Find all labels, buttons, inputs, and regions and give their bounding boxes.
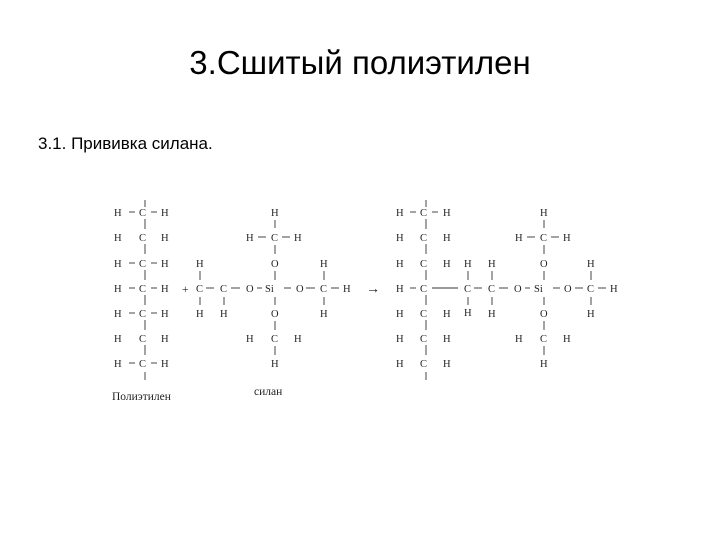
slide-subtitle: 3.1. Прививка силана.: [38, 134, 213, 153]
atom-label: O: [296, 284, 304, 295]
atom-label: C: [139, 208, 147, 219]
atom-label: C: [420, 334, 428, 345]
atom-label: C: [420, 233, 428, 244]
atom-label: H: [443, 309, 451, 320]
atom-label: H: [114, 208, 122, 219]
atom-label: C: [271, 233, 279, 244]
atom-label: H: [320, 259, 328, 270]
atom-label: H: [114, 334, 122, 345]
atom-label: H: [396, 334, 404, 345]
atom-label: H: [114, 309, 122, 320]
atom-label: H: [396, 208, 404, 219]
atom-label: O: [540, 259, 548, 270]
atom-label: H: [114, 284, 122, 295]
atom-label: C: [139, 309, 147, 320]
atom-label: H: [161, 259, 169, 270]
atom-label: H: [196, 309, 204, 320]
atom-label: H: [396, 233, 404, 244]
atom-label: H: [488, 309, 496, 320]
atom-label: H: [114, 359, 122, 370]
atom-label: H: [161, 334, 169, 345]
atom-label: H: [220, 309, 228, 320]
atom-label: H: [396, 284, 404, 295]
atom-label: O: [246, 284, 254, 295]
atom-label: C: [587, 284, 595, 295]
atom-label: C: [271, 334, 279, 345]
atom-label: H: [161, 359, 169, 370]
atom-label: H: [443, 334, 451, 345]
atom-label: H: [161, 233, 169, 244]
atom-label: H: [587, 259, 595, 270]
atom-label: O: [514, 284, 522, 295]
polyethylene-structure: [114, 200, 169, 380]
atom-label: C: [320, 284, 328, 295]
atom-label: H: [515, 233, 523, 244]
atom-label: C: [220, 284, 228, 295]
silane-structure: [196, 208, 351, 370]
atom-label: H: [464, 259, 472, 270]
atom-label: H: [443, 259, 451, 270]
atom-label: C: [488, 284, 496, 295]
atom-label: H: [114, 259, 122, 270]
atom-label: C: [540, 233, 548, 244]
atom-label: C: [420, 208, 428, 219]
atom-label: H: [161, 208, 169, 219]
atom-label: C: [464, 284, 472, 295]
atom-label: H: [294, 233, 302, 244]
atom-label: C: [420, 284, 428, 295]
atom-label: H: [161, 309, 169, 320]
atom-label: C: [420, 309, 428, 320]
atom-label: Si: [265, 284, 274, 295]
atom-label: C: [540, 334, 548, 345]
atom-label: H: [246, 233, 254, 244]
atom-label: C: [420, 359, 428, 370]
atom-label: C: [420, 259, 428, 270]
atom-label: H: [540, 208, 548, 219]
atom-label: Si: [534, 284, 543, 295]
atom-label: C: [139, 259, 147, 270]
atom-label: H: [443, 233, 451, 244]
atom-label: H: [587, 309, 595, 320]
atom-label: C: [139, 334, 147, 345]
atom-label: H: [320, 309, 328, 320]
atom-label: H: [271, 208, 279, 219]
atom-label: H: [246, 334, 254, 345]
atom-label: H: [488, 259, 496, 270]
atom-label: H: [396, 259, 404, 270]
atom-label: H: [161, 284, 169, 295]
atom-label: C: [139, 284, 147, 295]
atom-label: O: [540, 309, 548, 320]
atom-label: H: [294, 334, 302, 345]
atom-label: H: [396, 309, 404, 320]
atom-label: O: [564, 284, 572, 295]
atom-label: H: [271, 359, 279, 370]
atom-label: H: [563, 233, 571, 244]
atom-label: H: [540, 359, 548, 370]
atom-label: H: [464, 308, 472, 319]
silane-label: силан: [254, 386, 283, 398]
atom-label: C: [139, 359, 147, 370]
slide-title: 3.Сшитый полиэтилен: [189, 44, 531, 81]
polyethylene-label: Полиэтилен: [112, 391, 171, 403]
product-structure: [396, 200, 618, 380]
atom-label: H: [563, 334, 571, 345]
reaction-arrow: →: [366, 282, 380, 297]
atom-label: O: [271, 259, 279, 270]
atom-label: H: [610, 284, 618, 295]
atom-label: H: [343, 284, 351, 295]
atom-label: H: [114, 233, 122, 244]
atom-label: H: [396, 359, 404, 370]
atom-label: H: [443, 208, 451, 219]
plus-sign: +: [182, 284, 189, 296]
atom-label: H: [515, 334, 523, 345]
atom-label: C: [139, 233, 147, 244]
atom-label: C: [196, 284, 204, 295]
atom-label: O: [271, 309, 279, 320]
atom-label: H: [196, 259, 204, 270]
atom-label: H: [443, 359, 451, 370]
